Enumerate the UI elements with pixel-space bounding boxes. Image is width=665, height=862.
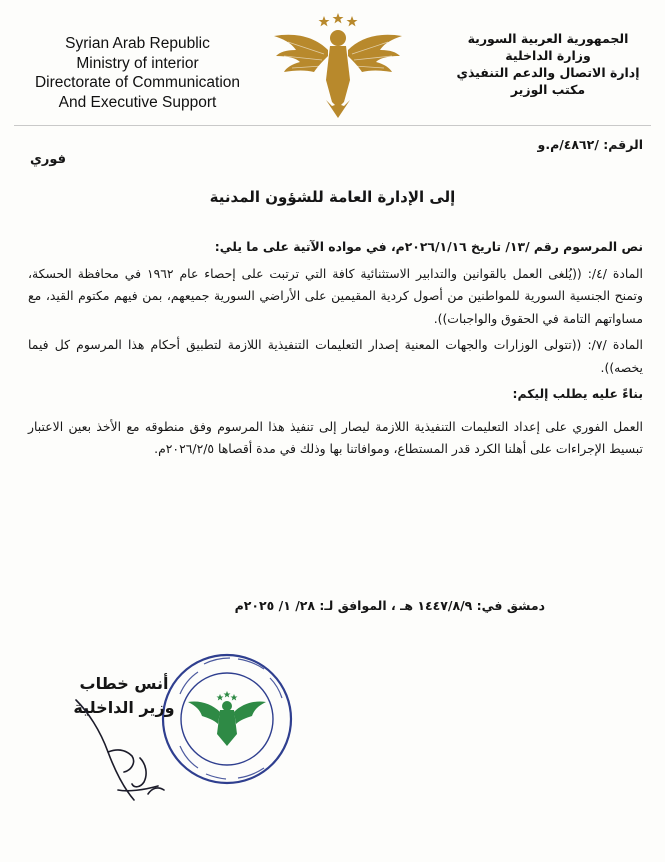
header-divider bbox=[14, 125, 651, 126]
header-ar-line-1: الجمهورية العربية السورية bbox=[467, 31, 629, 46]
article-4-text: المادة /٤/: ((يُلغى العمل بالقوانين والتدابير الاستثنائية كافة التي ترتبت على إحصاء عام ١٩٦٢ في محافظة الحسكة، وتمنح الجنسية السورية للمواطنين من أصول كردية المقيمين على الأراضي السورية جميعهم، بمن فيهم مكتوم القيد، مع مساواتهم التامة في الحقوق والواجبات)). bbox=[28, 265, 643, 326]
decree-intro: نص المرسوم رقم /١٣/ تاريخ ٢٠٢٦/١/١٦م، في مواده الآتية على ما يلي: bbox=[214, 239, 643, 254]
header-ar-line-3: إدارة الاتصال والدعم التنفيذي bbox=[456, 65, 640, 80]
header-ar-line-4: مكتب الوزير bbox=[510, 82, 586, 97]
date-line: دمشق في: ١٤٤٧/٨/٩ هـ ، الموافق لـ: ٢٨/ ١/ ٢٠٢٥م bbox=[234, 598, 545, 613]
signatory-name: أنس خطاب bbox=[79, 674, 169, 693]
request-text: العمل الفوري على إعداد التعليمات التنفيذية اللازمة ليصار إلى تنفيذ هذا المرسوم وفق منطوقه مع الأخذ بعين الاعتبار تبسيط الإجراءات على أهلنا الكرد قدر المستطاع، وموافاتنا بها وذلك في مدة أقصاها ٢٠٢٦/٢/٥م. bbox=[28, 418, 643, 456]
header-en-line-3: Directorate of Communication bbox=[34, 74, 241, 91]
header-english bbox=[20, 34, 255, 112]
header-ar-line-2: وزارة الداخلية bbox=[505, 48, 591, 63]
header-arabic bbox=[453, 30, 643, 98]
article-7-text: المادة /٧/: ((تتولى الوزارات والجهات المعنية إصدار التعليمات التنفيذية اللازمة لتطبيق أحكام هذا المرسوم كل فيما يخصه)). bbox=[28, 337, 644, 375]
header-en-line-1: Syrian Arab Republic bbox=[65, 35, 210, 52]
handwritten-signature-icon bbox=[48, 640, 208, 810]
addressee-heading: إلى الإدارة العامة للشؤون المدنية bbox=[209, 188, 456, 206]
urgency-label: فوري bbox=[30, 152, 67, 167]
syrian-eagle-emblem-icon bbox=[268, 10, 408, 122]
reference-number: الرقم: /٤٨٦٢/م.و bbox=[537, 137, 643, 152]
letter-body bbox=[28, 236, 643, 461]
header-en-line-4: And Executive Support bbox=[58, 93, 217, 111]
request-heading: بناءً عليه يطلب إليكم: bbox=[512, 386, 643, 401]
header-en-line-2: Ministry of interior bbox=[76, 54, 199, 72]
signatory-title: وزير الداخلية bbox=[73, 698, 175, 717]
